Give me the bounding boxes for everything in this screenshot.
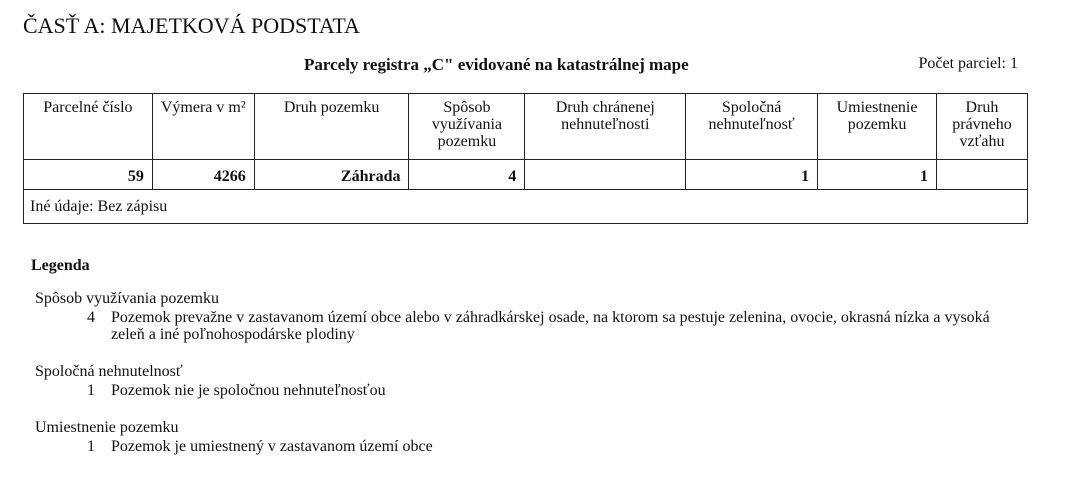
legend-group-name: Spoločná nehnutelnosť [35, 363, 183, 380]
cell-legal-relation [937, 160, 1028, 190]
legend-item-text: Pozemok prevažne v zastavanom území obce alebo v záhradkárskej osade, na ktorom sa pestuje zelenina, ovocie, okrasná nízka a vysoká zeleň a iné poľnohospodárske plodiny [111, 309, 990, 343]
legend-item [87, 309, 991, 343]
header-protected-property: Druh chránenej nehnuteľnosti [525, 94, 686, 160]
cell-land-location: 1 [818, 160, 937, 190]
parcel-count: Počet parciel: 1 [918, 55, 1018, 72]
header-land-use: Spôsob využívania pozemku [409, 94, 525, 160]
legend-group-name: Spôsob využívania pozemku [35, 290, 219, 307]
header-common-property: Spoločná nehnuteľnosť [686, 94, 818, 160]
legend-group-common-property [35, 363, 1011, 399]
legend-item [87, 438, 1011, 455]
cell-land-type: Záhrada [254, 160, 409, 190]
header-land-location: Umiestnenie pozemku [818, 94, 937, 160]
header-area: Výmera v m² [152, 94, 254, 160]
table-row [24, 160, 1028, 190]
legend-item-text: Pozemok je umiestnený v zastavanom území obce [111, 438, 433, 455]
legend-item-code: 1 [87, 438, 95, 455]
cell-land-use: 4 [409, 160, 525, 190]
header-land-type: Druh pozemku [254, 94, 409, 160]
cell-protected-property [525, 160, 686, 190]
parcels-table [23, 93, 1028, 224]
legend-group-land-location [35, 419, 1011, 455]
legend-group-land-use [35, 290, 991, 343]
other-info-row [24, 190, 1028, 224]
other-info: Iné údaje: Bez zápisu [24, 190, 1028, 224]
cell-common-property: 1 [686, 160, 818, 190]
legend-item-code: 4 [87, 309, 95, 326]
legend-item [87, 382, 1011, 399]
cell-parcel-number: 59 [24, 160, 153, 190]
table-header-row [24, 94, 1028, 160]
legend-item-text: Pozemok nie je spoločnou nehnuteľnosťou [111, 382, 386, 399]
legend-item-code: 1 [87, 382, 95, 399]
section-title: ČASŤ A: MAJETKOVÁ PODSTATA [23, 13, 360, 38]
header-parcel-number: Parcelné číslo [24, 94, 153, 160]
table-subtitle: Parcely registra „C" evidované na katastrálnej mape [304, 55, 689, 74]
legend-title: Legenda [31, 257, 90, 274]
cell-area: 4266 [152, 160, 254, 190]
legend-group-name: Umiestnenie pozemku [35, 419, 179, 436]
header-legal-relation: Druh právneho vzťahu [937, 94, 1028, 160]
